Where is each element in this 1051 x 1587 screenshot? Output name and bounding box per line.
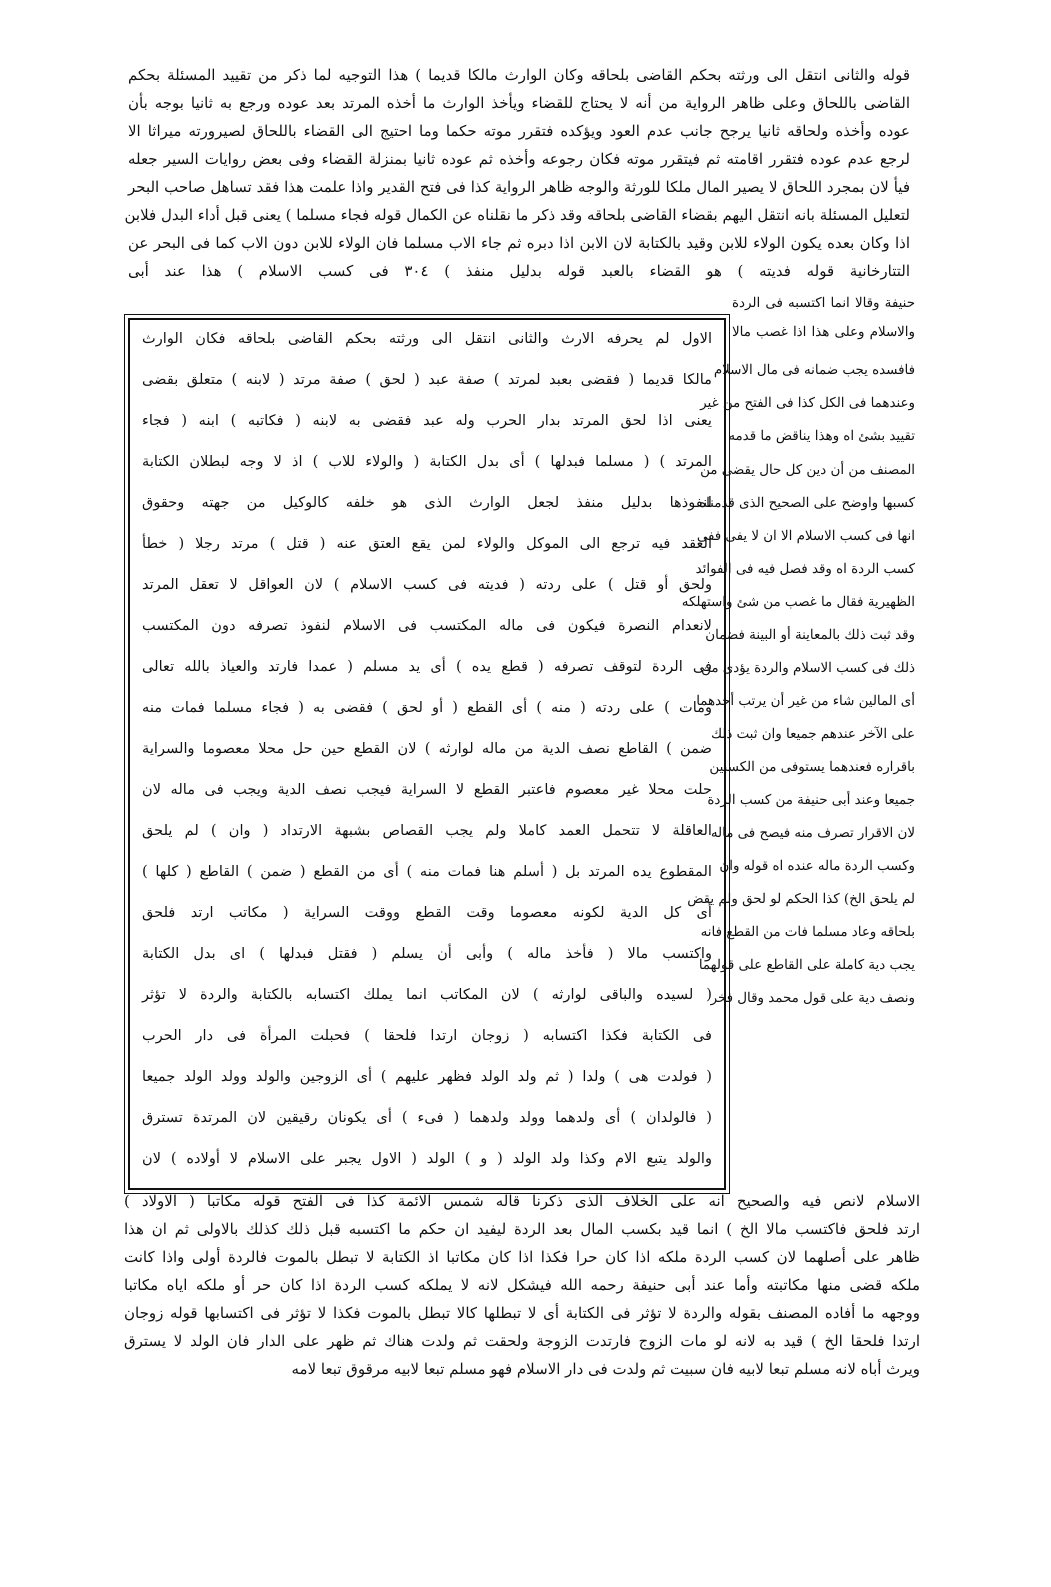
main-text-line: العقد فيه ترجع الى الموكل والولاء لمن يقع العتق عنه ( قتل ) مرتد رجلا ( خطأ: [142, 535, 712, 552]
side-line: والاسلام وعلى هذا اذا غصب مالا: [732, 325, 915, 340]
main-text-line: والولد يتبع الام وكذا ولد الولد ( و ) الولد ( الاول يجبر على الاسلام لا أولاده ) لان: [142, 1150, 712, 1167]
main-text-line: ( فالولدان ) أى ولدهما وولد ولدهما ( فىء ) أى يكونان رقيقين لان المرتدة تسترق: [142, 1109, 712, 1126]
side-line: على الآخر عندهم جميعا وان ثبت ذلك: [710, 727, 915, 742]
side-line: وكسب الردة ماله عنده اه قوله وان: [719, 859, 915, 874]
footer-line: الاسلام لانص فيه والصحيح انه على الخلاف الذى ذكرنا قاله شمس الائمة كذا فى الفتح قوله مكاتبا ( الاولاد ): [124, 1192, 920, 1210]
commentary-line: فيأ لان بمجرد اللحاق لا يصير المال ملكا للورثة والوجه ظاهر الرواية كذا فى فتح القدير واذا علمت هذا فقد تساهل صاحب البحر: [128, 178, 910, 196]
commentary-line: لتعليل المسئلة بانه انتقل اليهم بقضاء القاضى بلحاقه وقد ذكر ما نقلناه عن الكمال قوله فجاء مسلما ) يعنى قبل أداء البدل فلابن: [124, 206, 910, 224]
commentary-line: لرجع عدم عوده فتقرر اقامته ثم فيتقرر موته فكان رجوعه وأخذه ثم عوده ثانيا بمنزلة القضاء وفى بعض روايات السير جعله: [128, 150, 910, 168]
side-line: فافسده يجب ضمانه فى مال الاسلام: [713, 363, 915, 378]
main-text-line: أى كل الدية لكونه معصوما وقت القطع ووقت السراية ( مكاتب ارتد فلحق: [142, 904, 712, 921]
main-text-line: ومات ) على ردته ( منه ) أى القطع ( أو لحق ) فقضى به ( فجاء مسلما فمات منه: [142, 699, 712, 716]
commentary-line: القاضى باللحاق وعلى ظاهر الرواية من أنه لا يحتاج للقضاء ويأخذ الوارث ما أخذه المرتد بعد عوده ورجع به ثانيا بوجه بأن: [128, 94, 910, 112]
side-line: جميعا وعند أبى حنيفة من كسب الردة: [707, 793, 915, 808]
main-text-line: الاول لم يحرفه الارث والثانى انتقل الى ورثته بحكم القاضى بلحاقه فكان الوارث: [142, 330, 712, 347]
commentary-line: عوده وأخذه ولحاقه ثانيا يرجح جانب عدم العود ويؤكده فتقرر موته حكما وما احتيج الى القضاء باللحاق لصيرورته ميراثا الا: [128, 122, 910, 140]
footer-line: ملكه قضى منها مكاتبته وأما عند أبى حنيفة رحمه الله فيشكل لانه لا يملكه كسب الردة اذا كان حر أو ملكه اياه مكاتبا: [124, 1276, 920, 1294]
side-line: وعندهما فى الكل كذا فى الفتح من غير: [700, 396, 915, 411]
side-line: ونصف دية على قول محمد وقال فخر: [710, 991, 915, 1006]
side-line: أى المالين شاء من غير أن يرتب أحدهما: [696, 694, 915, 709]
main-text-box: [128, 318, 726, 1190]
footer-line: ويرث أباه لانه مسلم تبعا لابيه فان سبيت ثم ولدت فى دار الاسلام فهو مسلم تبعا لابيه مرقوق تبعا لامه: [291, 1360, 920, 1378]
footer-line: ارتدا فلحقا الخ ) قيد به لانه لو مات الزوج فارتدت الزوجة ولحقت ثم ولدت هناك ثم ظهر على الدار فان الولد لا يسترق: [124, 1332, 920, 1350]
main-text-line: لنفوذها بدليل منفذ لجعل الوارث الذى هو خلفه كالوكيل من جهته وحقوق: [142, 494, 712, 511]
main-text-line: المقطوع يده المرتد بل ( أسلم هنا فمات منه ) أى من القطع ( ضمن ) القاطع ( كلها ): [142, 863, 712, 880]
commentary-line: التتارخانية قوله فديته ) هو القضاء بالعبد قوله بدليل منفذ ) ٣٠٤ فى كسب الاسلام ) هذا عند أبى: [128, 262, 910, 280]
main-text-line: ولحق أو قتل ) على ردته ( فديته فى كسب الاسلام ) لان العواقل لا تعقل المرتد: [142, 576, 712, 593]
side-line: ذلك فى كسب الاسلام والردة يؤدى من: [701, 661, 915, 676]
main-text-line: واكتسب مالا ( فأخذ ماله ) وأبى أن يسلم ( فقتل فبدلها ) اى بدل الكتابة: [142, 945, 712, 962]
main-text-line: مالكا قديما ( فقضى بعبد لمرتد ) صفة عبد ( لحق ) صفة مرتد ( لابنه ) متعلق بقضى: [142, 371, 712, 388]
footer-line: ووجهه ما أفاده المصنف بقوله والردة لا تؤثر فى الكتابة أى لا تبطلها كالا تبطل بالموت فكذا لا تؤثر فى اكتسابها قوله زوجان: [124, 1304, 920, 1322]
side-line: بلحاقه وعاد مسلما فات من القطع فانه: [700, 925, 915, 940]
main-text-line: حلت محلا غير معصوم فاعتبر القطع لا السراية فيجب نصف الدية ويجب فى ماله لان: [142, 781, 712, 798]
main-text-line: فى الردة لتوقف تصرفه ( قطع يده ) أى يد مسلم ( عمدا فارتد والعياذ بالله تعالى: [142, 658, 712, 675]
commentary-line: اذا وكان بعده يكون الولاء للابن وقيد بالكتابة لان الابن اذا دبره ثم جاء الاب مسلما فان الولاء للابن دون الاب كما فى البحر عن: [128, 234, 910, 252]
side-line: وقد ثبت ذلك بالمعاينة أو البينة فضمان: [705, 628, 915, 643]
main-text-line: المرتد ) ( مسلما فبدلها ) أى بدل الكتابة ( والولاء للاب ) اذ لا وجه لبطلان الكتابة: [142, 453, 712, 470]
main-text-line: العاقلة لا تتحمل العمد كاملا ولم يجب القصاص بشبهة الارتداد ( وان ) لم يلحق: [142, 822, 712, 839]
side-line: حنيفة وقالا انما اكتسبه فى الردة: [732, 296, 915, 311]
main-text-line: لانعدام النصرة فيكون فى ماله المكتسب فى الاسلام لنفوذ تصرفه دون المكتسب: [142, 617, 712, 634]
side-line: انها فى كسب الاسلام الا ان لا يفى ففى: [696, 529, 915, 544]
commentary-line: قوله والثانى انتقل الى ورثته بحكم القاضى بلحاقه وكان الوارث مالكا قديما ) هذا التوجيه لما ذكر من تقييد المسئلة بحكم: [128, 66, 910, 84]
footer-line: ظاهر على أصلهما لان كسب الردة ملكه اذا كان حرا فكذا اذا كان مكاتبا اذ الكتابة لا تبطل بالموت فالردة أولى واذا كانت: [124, 1248, 920, 1266]
side-line: لان الاقرار تصرف منه فيصح فى ماله: [710, 826, 915, 841]
side-line: كسب الردة اه وقد فصل فيه فى الفوائد: [695, 562, 915, 577]
side-line: لم يلحق الخ) كذا الحكم لو لحق ولم يقض: [687, 892, 915, 907]
side-line: المصنف من أن دين كل حال يقضى من: [700, 463, 915, 478]
side-line: تقييد بشئ اه وهذا يناقض ما قدمه: [728, 429, 915, 444]
main-text-line: يعنى اذا لحق المرتد بدار الحرب وله عبد فقضى به لابنه ( فكاتبه ) ابنه ( فجاء: [142, 412, 712, 429]
side-line: يجب دية كاملة على القاطع على قولهما: [698, 958, 915, 973]
main-text-line: ضمن ) القاطع نصف الدية من ماله لوارثه ) لان القطع حين حل محلا معصوما والسراية: [142, 740, 712, 757]
main-text-line: فى الكتابة فكذا اكتسابه ( زوجان ارتدا فلحقا ) فحبلت المرأة فى دار الحرب: [142, 1027, 712, 1044]
side-line: باقراره فعندهما يستوفى من الكسبين: [709, 760, 915, 775]
side-line: كسبها واوضح على الصحيح الذى قدمناه: [699, 496, 915, 511]
main-text-line: ( فولدت هى ) ولدا ( ثم ولد الولد فظهر عليهم ) أى الزوجين والولد وولد الولد جميعا: [142, 1068, 712, 1085]
main-text-line: ( لسيده والباقى لوارثه ) لان المكاتب انما يملك اكتسابه بالكتابة والردة لا تؤثر: [142, 986, 712, 1003]
side-line: الظهيرية فقال ما غصب من شئ واستهلكه: [681, 595, 915, 610]
footer-line: ارتد فلحق فاكتسب مالا الخ ) انما قيد بكسب المال بعد الردة ليفيد ان حكم ما اكتسبه قبل ذلك كذلك بالاولى ثم ان هذا: [124, 1220, 920, 1238]
